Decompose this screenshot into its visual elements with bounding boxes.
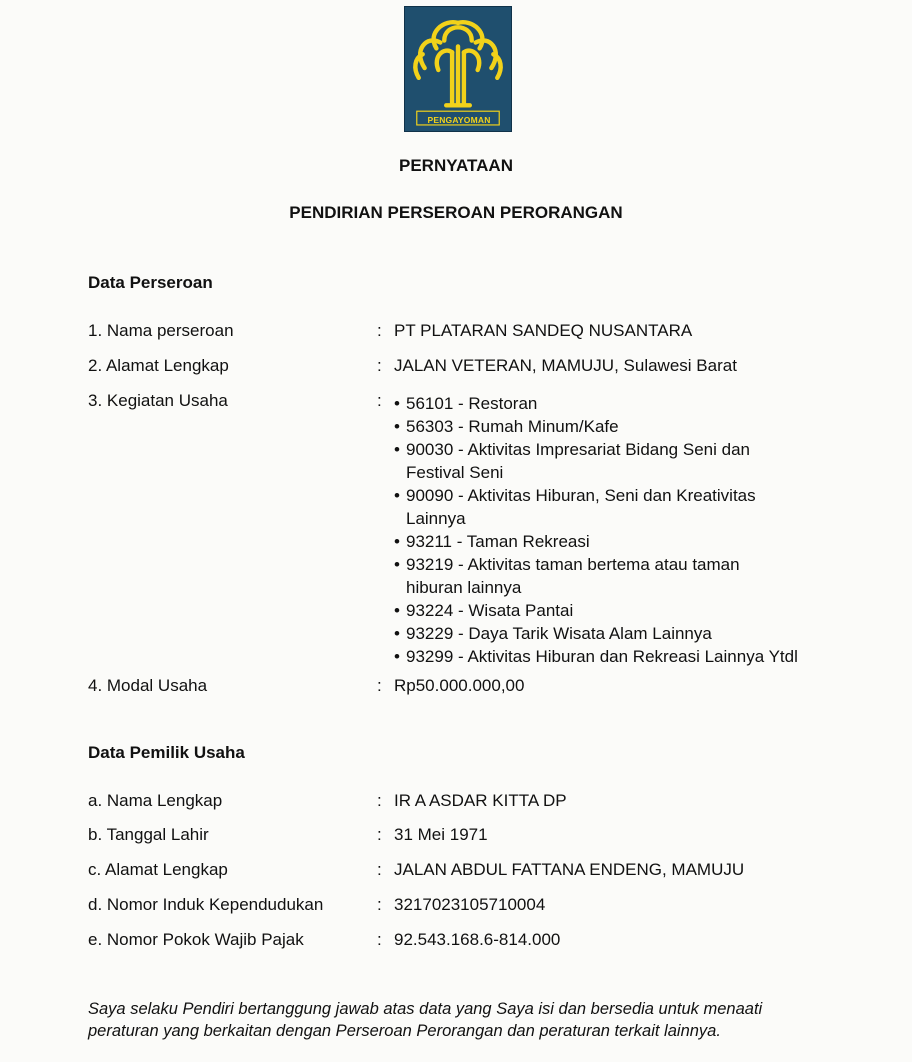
logo-text: PENGAYOMAN [427, 115, 491, 125]
colon: : [377, 860, 382, 879]
list-item [394, 622, 836, 645]
company-section-heading: Data Perseroan [88, 273, 213, 292]
document-title: PERNYATAAN [399, 156, 513, 175]
company-address-value: JALAN VETERAN, MAMUJU, Sulawesi Barat [394, 356, 737, 375]
company-name-label: 1. Nama perseroan [88, 321, 234, 340]
owner-nik-label: d. Nomor Induk Kependudukan [88, 895, 324, 914]
colon: : [377, 895, 382, 914]
colon: : [377, 791, 382, 810]
list-item [394, 484, 836, 530]
list-item [394, 530, 836, 553]
list-item [394, 645, 836, 668]
activity-text: 93211 - Taman Rekreasi [406, 532, 590, 551]
activity-text: 56101 - Restoran [406, 394, 538, 413]
activity-text: 56303 - Rumah Minum/Kafe [406, 417, 619, 436]
owner-section-heading: Data Pemilik Usaha [88, 743, 245, 762]
closing-line: peraturan yang berkaitan dengan Perseroan Perorangan dan peraturan terkait lainnya. [88, 1022, 721, 1040]
owner-address-value: JALAN ABDUL FATTANA ENDENG, MAMUJU [394, 860, 745, 879]
colon: : [377, 356, 382, 375]
colon: : [377, 321, 382, 340]
activity-text: 90030 - Aktivitas Impresariat Bidang Seni dan [406, 440, 750, 459]
owner-nik-value: 3217023105710004 [394, 895, 546, 914]
list-item [394, 392, 836, 415]
owner-dob-label: b. Tanggal Lahir [88, 825, 209, 844]
closing-statement [88, 998, 868, 1042]
activity-text: 93219 - Aktivitas taman bertema atau taman [406, 555, 740, 574]
owner-address-label: c. Alamat Lengkap [88, 860, 228, 879]
activity-text: 90090 - Aktivitas Hiburan, Seni dan Kreativitas [406, 486, 756, 505]
list-item [394, 415, 836, 438]
activities-list [394, 392, 836, 668]
owner-npwp-label: e. Nomor Pokok Wajib Pajak [88, 930, 304, 949]
document-subtitle: PENDIRIAN PERSEROAN PERORANGAN [289, 203, 623, 222]
owner-name-value: IR A ASDAR KITTA DP [394, 791, 567, 810]
colon: : [377, 391, 382, 410]
list-item [394, 438, 836, 484]
activity-text: 93299 - Aktivitas Hiburan dan Rekreasi Lainnya Ytdl [406, 647, 798, 666]
owner-dob-value: 31 Mei 1971 [394, 825, 488, 844]
owner-npwp-value: 92.543.168.6-814.000 [394, 930, 561, 949]
colon: : [377, 825, 382, 844]
pengayoman-logo [404, 6, 512, 132]
owner-name-label: a. Nama Lengkap [88, 791, 223, 810]
company-name-value: PT PLATARAN SANDEQ NUSANTARA [394, 321, 693, 340]
company-address-label: 2. Alamat Lengkap [88, 356, 229, 375]
activity-text-continued: Lainnya [406, 509, 466, 528]
list-item [394, 553, 836, 599]
colon: : [377, 676, 382, 695]
activity-text-continued: hiburan lainnya [406, 578, 522, 597]
activity-text-continued: Festival Seni [406, 463, 504, 482]
list-item [394, 599, 836, 622]
activity-text: 93224 - Wisata Pantai [406, 601, 574, 620]
activity-text: 93229 - Daya Tarik Wisata Alam Lainnya [406, 624, 712, 643]
closing-line: Saya selaku Pendiri bertanggung jawab atas data yang Saya isi dan bersedia untuk menaati [88, 1000, 763, 1018]
capital-label: 4. Modal Usaha [88, 676, 208, 695]
colon: : [377, 930, 382, 949]
capital-value: Rp50.000.000,00 [394, 676, 525, 695]
activities-label: 3. Kegiatan Usaha [88, 391, 228, 410]
